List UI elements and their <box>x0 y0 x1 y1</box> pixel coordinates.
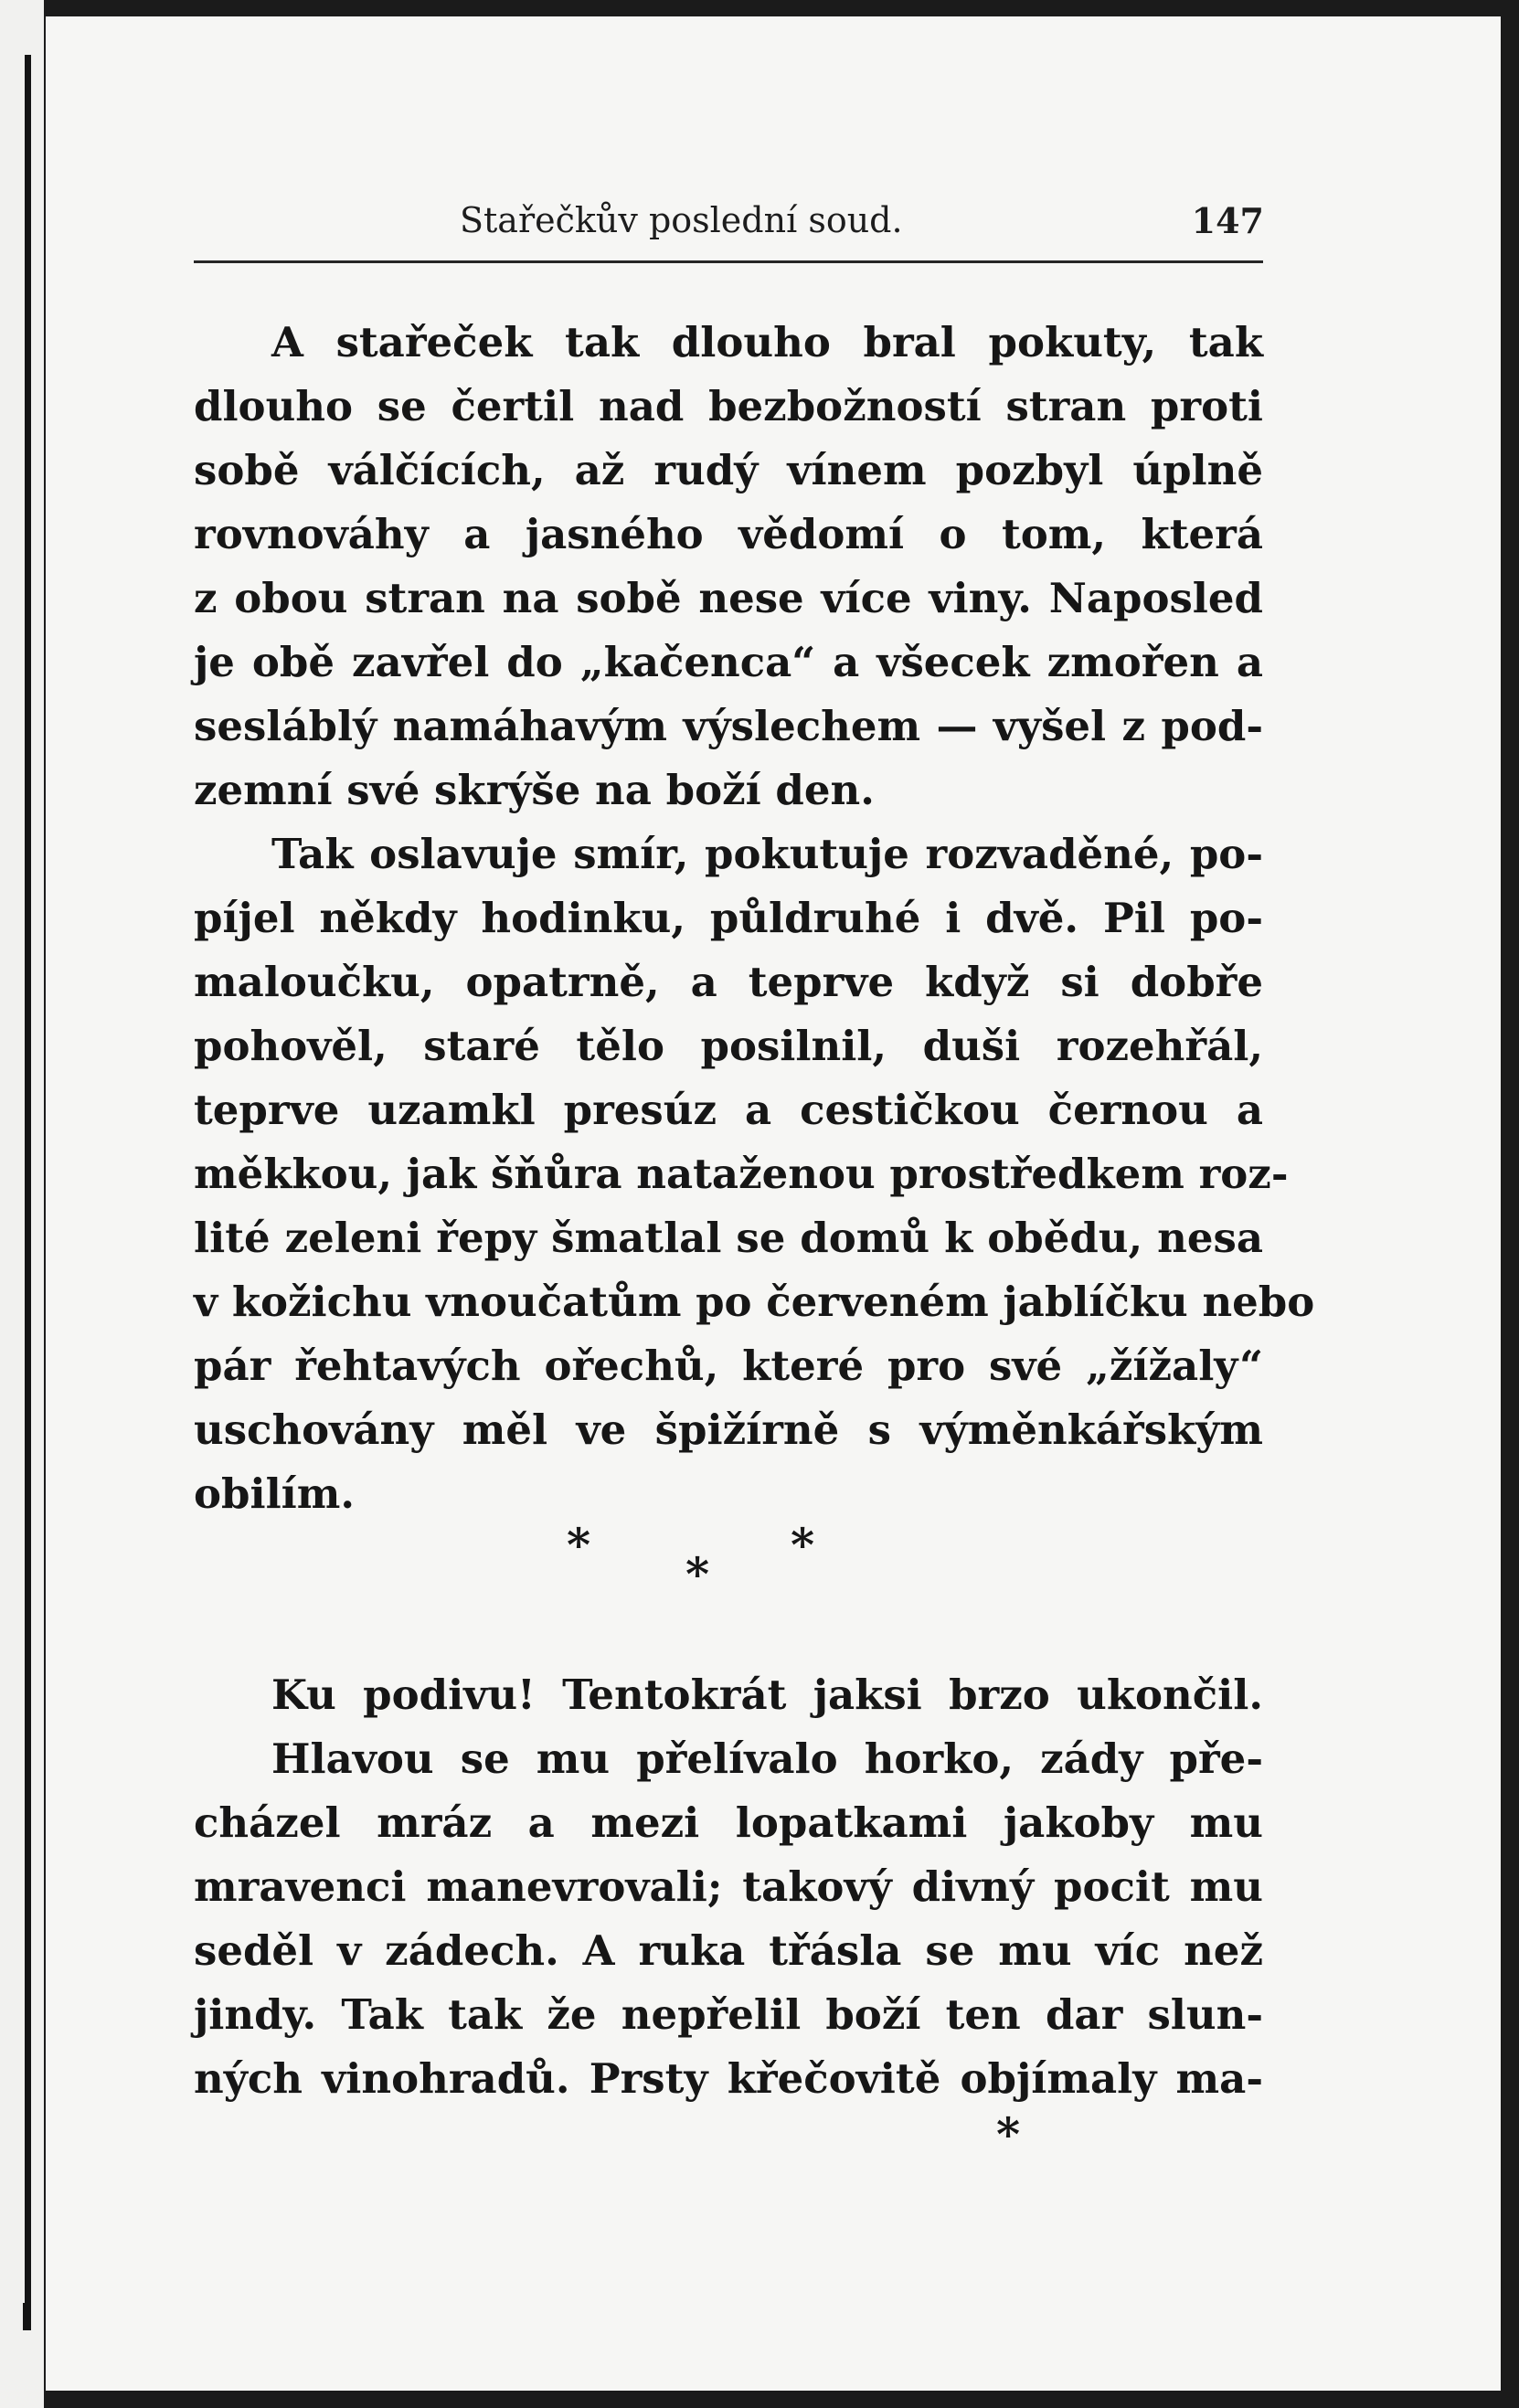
running-header <box>460 195 1264 257</box>
text-line: pohověl, staré tělo posilnil, duši rozehřál, <box>194 1022 1263 1070</box>
text-line: Tak oslavuje smír, pokutuje rozvaděné, po- <box>271 830 1263 878</box>
text-line: cházel mráz a mezi lopatkami jakoby mu <box>194 1798 1263 1847</box>
text-line: ných vinohradů. Prsty křečovitě objímaly ma- <box>194 2054 1263 2103</box>
text-line: A stařeček tak dlouho bral pokuty, tak <box>271 318 1263 366</box>
scan-margin <box>0 0 44 2408</box>
text-line: Ku podivu! Tentokrát jaksi brzo ukončil. <box>271 1671 1263 1719</box>
text-line: lité zeleni řepy šmatlal se domů k obědu, nesa <box>194 1214 1263 1262</box>
asterisk: * <box>791 1518 815 1572</box>
text-line: dlouho se čertil nad bezbožností stran proti <box>194 382 1263 430</box>
book-page <box>46 16 1501 2391</box>
text-line: sesláblý namáhavým výslechem — vyšel z pod- <box>194 702 1263 750</box>
running-title: Stařečkův poslední soud. <box>460 200 903 240</box>
text-line: v kožichu vnoučatům po červeném jablíčku nebo <box>194 1278 1315 1326</box>
text-line: teprve uzamkl presúz a cestičkou černou a <box>194 1086 1263 1134</box>
binding-mark <box>23 2303 31 2330</box>
text-line: obilím. <box>194 1469 356 1518</box>
header-rule <box>194 260 1263 263</box>
text-line: měkkou, jak šňůra nataženou prostředkem roz- <box>194 1150 1289 1198</box>
text-line: je obě zavřel do „kačenca“ a všecek zmořen a <box>194 638 1263 686</box>
asterisk: * <box>685 1547 710 1601</box>
page-number: 147 <box>1191 200 1264 241</box>
text-line: jindy. Tak tak že nepřelil boží ten dar slun- <box>194 1990 1263 2039</box>
asterisk: * <box>567 1518 591 1572</box>
text-line: Hlavou se mu přelívalo horko, zády pře- <box>271 1734 1263 1783</box>
text-line: z obou stran na sobě nese více viny. Naposled <box>194 574 1263 622</box>
binding-shadow <box>25 55 31 2330</box>
text-line: píjel někdy hodinku, půldruhé i dvě. Pil po- <box>194 894 1263 942</box>
text-line: uschovány měl ve špižírně s výměnkářským <box>194 1406 1263 1454</box>
text-line: maloučku, opatrně, a teprve když si dobře <box>194 958 1263 1006</box>
text-line: seděl v zádech. A ruka třásla se mu víc než <box>194 1926 1263 1975</box>
text-line: rovnováhy a jasného vědomí o tom, která <box>194 510 1263 558</box>
text-line: mravenci manevrovali; takový divný pocit mu <box>194 1862 1263 1911</box>
text-line: sobě válčících, až rudý vínem pozbyl úplně <box>194 446 1263 494</box>
text-line: zemní své skrýše na boží den. <box>194 766 875 814</box>
text-line: pár řehtavých ořechů, které pro své „žížaly“ <box>194 1342 1263 1390</box>
signature-mark: * <box>996 2107 1021 2161</box>
